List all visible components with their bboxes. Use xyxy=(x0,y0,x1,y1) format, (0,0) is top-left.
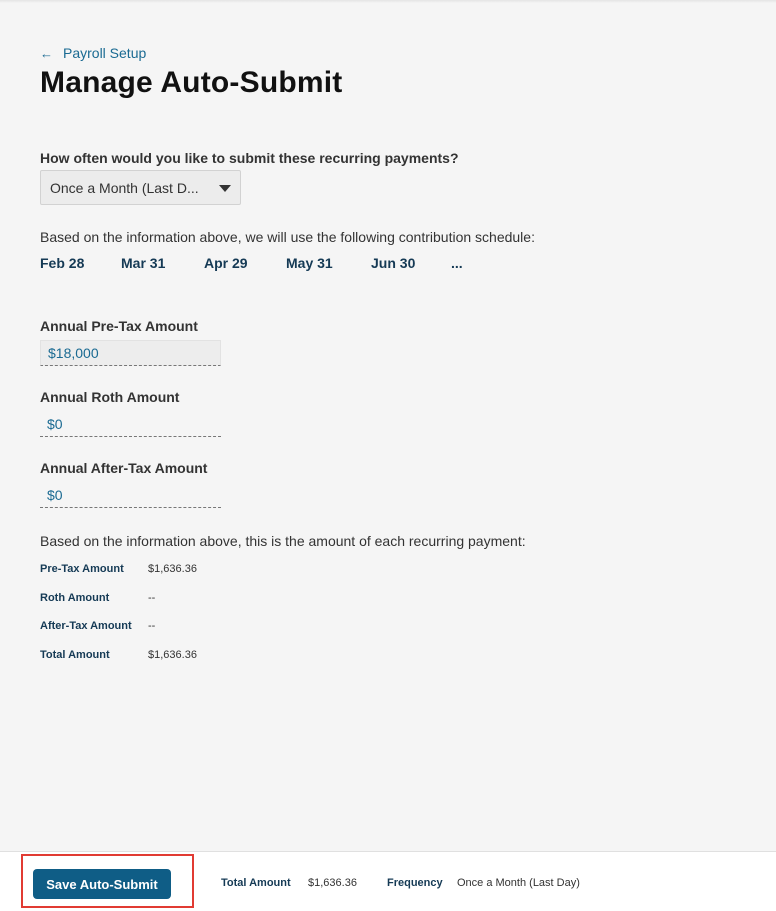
frequency-select[interactable] xyxy=(40,170,241,205)
footer-frequency-label: Frequency xyxy=(387,877,443,889)
result-label: Pre-Tax Amount xyxy=(40,563,124,575)
frequency-select-value: Once a Month (Last D... xyxy=(50,179,199,196)
result-label: After-Tax Amount xyxy=(40,620,132,632)
footer-total-value: $1,636.36 xyxy=(308,877,357,889)
result-row-aftertax xyxy=(40,620,340,634)
arrow-left-icon: ← xyxy=(40,45,53,61)
pretax-amount-input[interactable] xyxy=(40,340,221,366)
save-auto-submit-button[interactable]: Save Auto-Submit xyxy=(33,869,171,899)
back-link-label: Payroll Setup xyxy=(63,45,147,61)
schedule-date: May 31 xyxy=(286,255,333,271)
schedule-date: Mar 31 xyxy=(121,255,166,271)
caret-down-icon xyxy=(219,185,231,192)
result-value: $1,636.36 xyxy=(148,649,197,661)
result-label: Roth Amount xyxy=(40,592,110,604)
result-row-pretax xyxy=(40,563,340,577)
schedule-dates xyxy=(40,255,540,273)
frequency-question: How often would you like to submit these recurring payments? xyxy=(40,150,459,166)
result-label: Total Amount xyxy=(40,649,110,661)
top-shadow xyxy=(0,0,776,3)
pretax-label: Annual Pre-Tax Amount xyxy=(40,318,198,334)
result-value: -- xyxy=(148,592,156,604)
schedule-date: Feb 28 xyxy=(40,255,85,271)
back-link-payroll-setup[interactable] xyxy=(40,45,146,61)
aftertax-amount-input[interactable] xyxy=(40,482,221,508)
footer-total-label: Total Amount xyxy=(221,877,291,889)
schedule-date: Jun 30 xyxy=(371,255,416,271)
aftertax-label: Annual After-Tax Amount xyxy=(40,460,208,476)
schedule-date: Apr 29 xyxy=(204,255,248,271)
result-row-roth xyxy=(40,592,340,606)
result-value: -- xyxy=(148,620,156,632)
schedule-date-more: ... xyxy=(451,255,463,271)
page-title: Manage Auto-Submit xyxy=(40,66,343,99)
result-row-total xyxy=(40,649,340,663)
roth-amount-input[interactable] xyxy=(40,411,221,437)
result-value: $1,636.36 xyxy=(148,563,197,575)
footer-bar xyxy=(0,851,776,911)
results-intro: Based on the information above, this is the amount of each recurring payment: xyxy=(40,533,526,549)
schedule-intro: Based on the information above, we will use the following contribution schedule: xyxy=(40,229,535,245)
roth-label: Annual Roth Amount xyxy=(40,389,180,405)
footer-frequency-value: Once a Month (Last Day) xyxy=(457,877,580,889)
